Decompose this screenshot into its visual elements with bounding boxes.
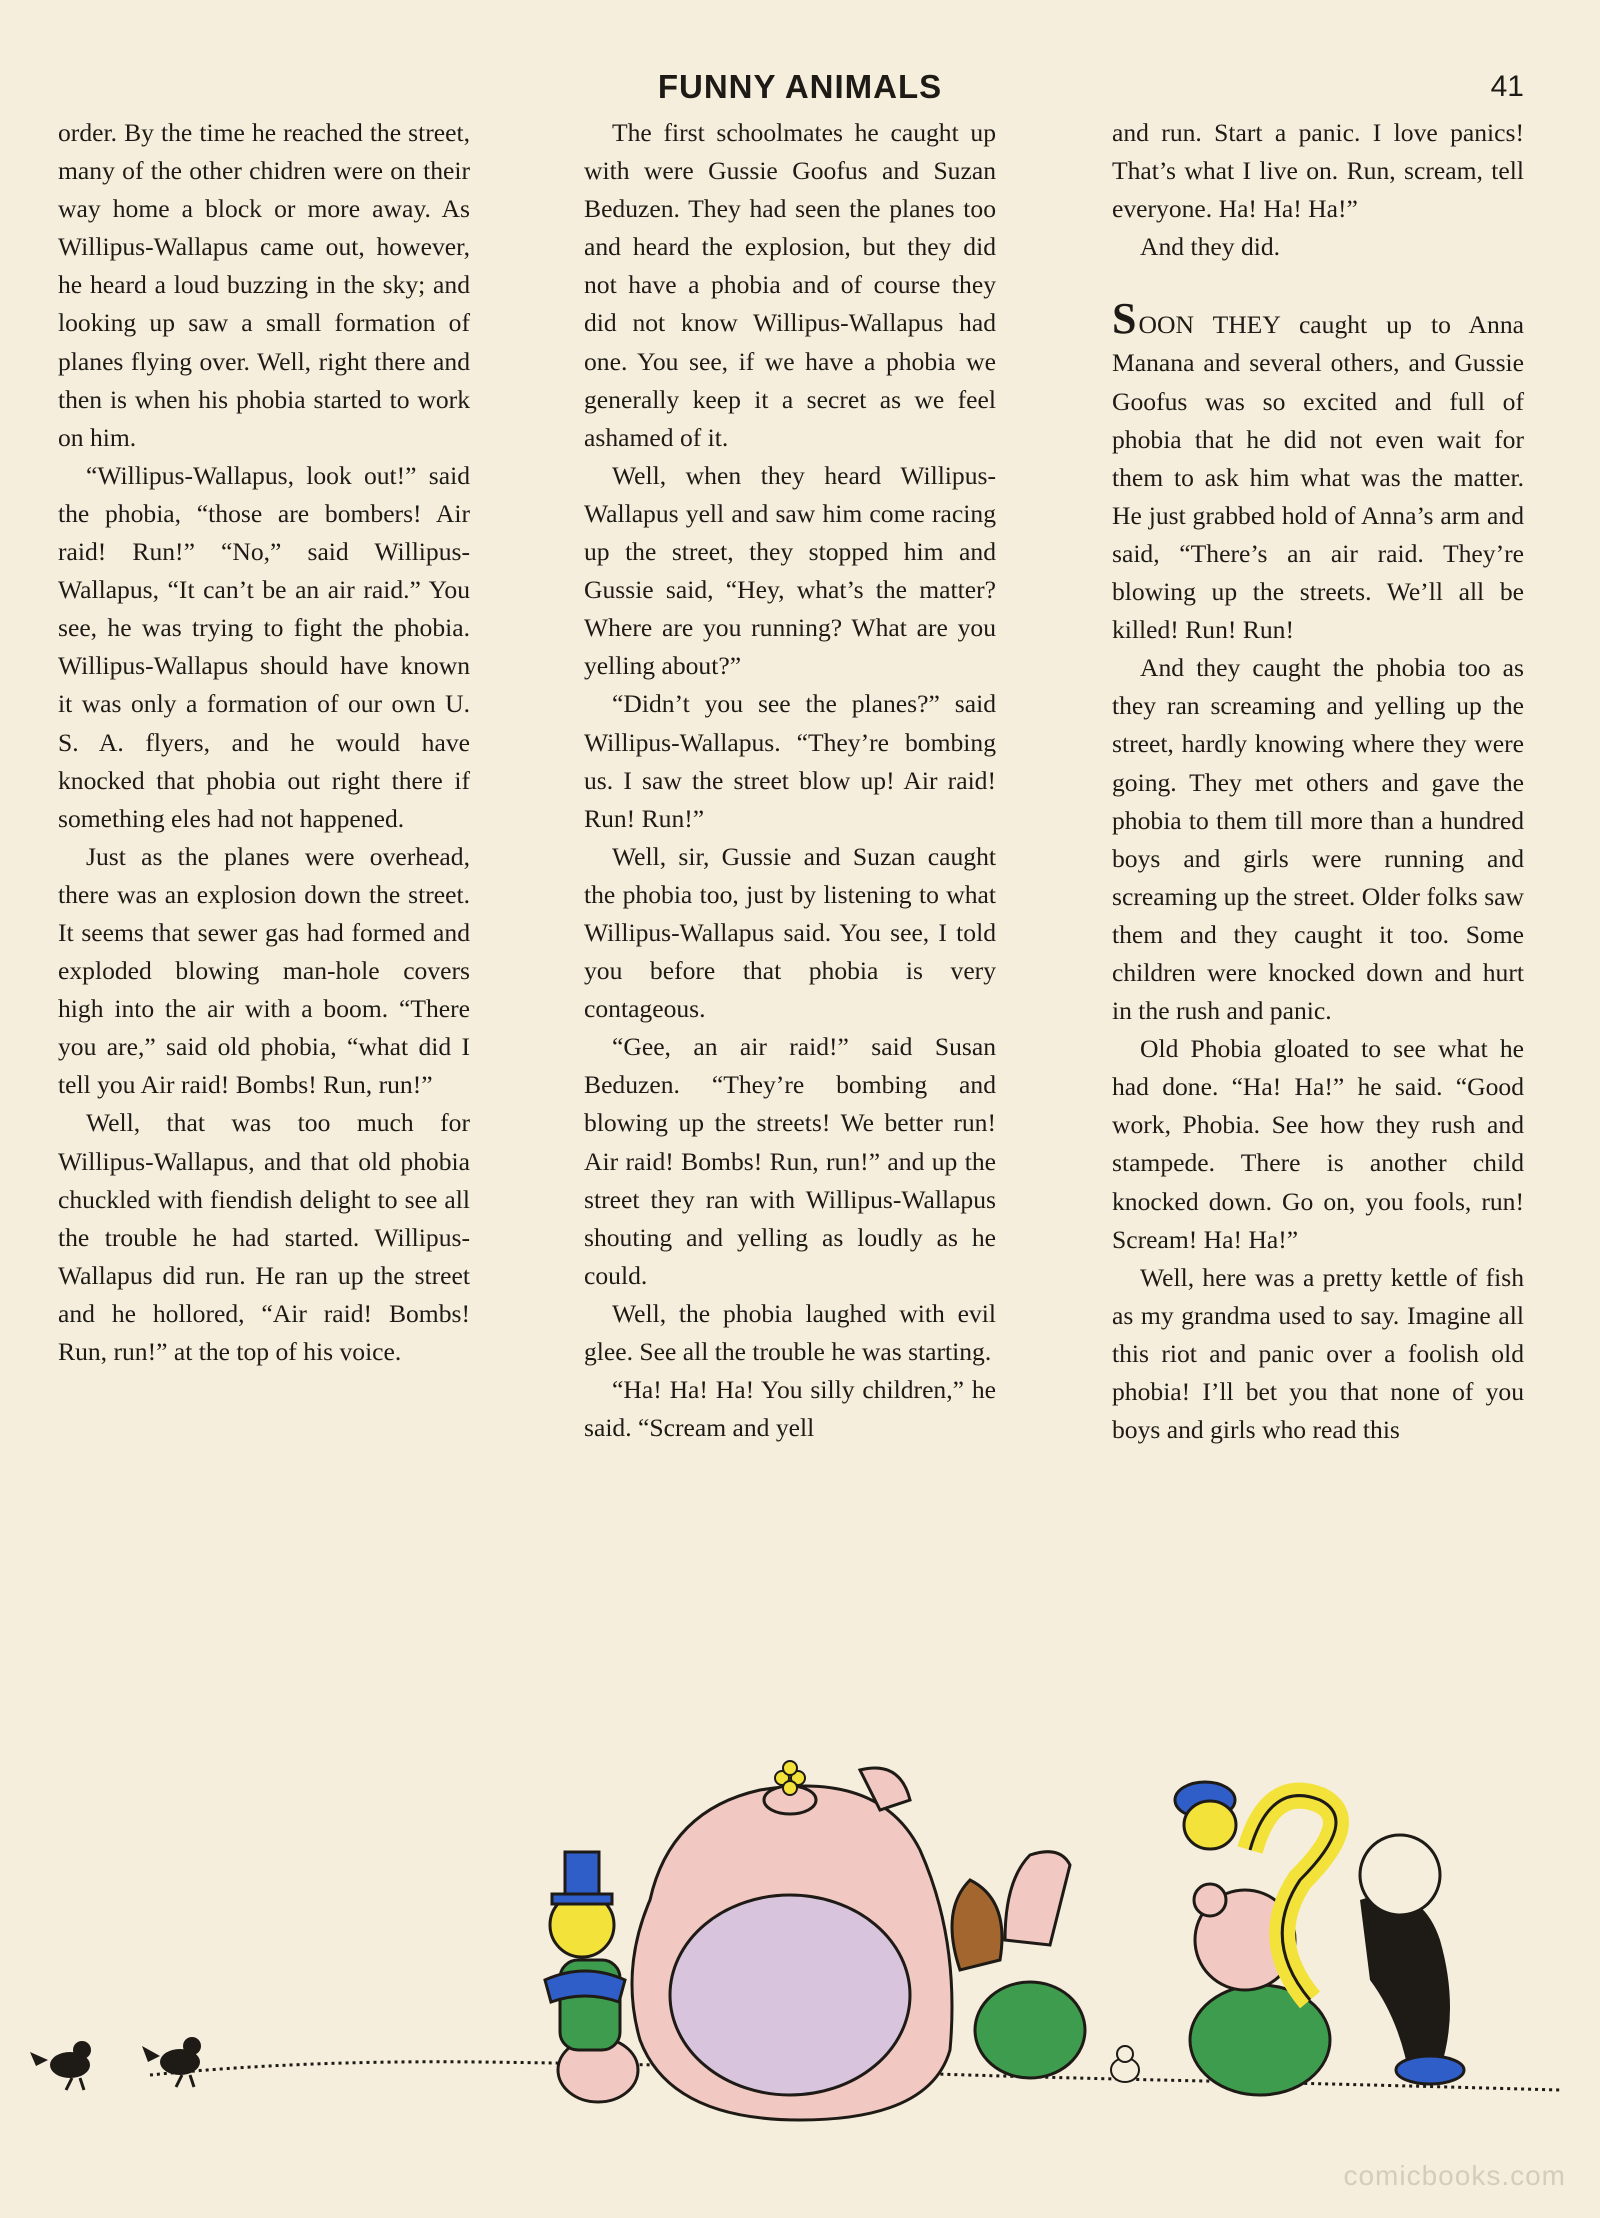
old-man-character [1360, 1835, 1464, 2084]
tiny-mouse-character [1111, 2046, 1139, 2082]
paragraph: “Didn’t you see the planes?” said Willipus-Wallapus. “They’re bombing us. I saw the street blow up! Air raid! Run! Run!” [584, 689, 996, 833]
magazine-title: FUNNY ANIMALS [657, 68, 943, 105]
drop-cap: S [1112, 294, 1137, 344]
paragraph: The first schoolmates he caught up with were Gussie Goofus and Suzan Beduzen. They had seen the planes too and heard the explosion, but they did not have a phobia and of course they did not know Willipus-Wallapus had one. You see, if we have a phobia we generally keep it a secret as we feel ashamed of it. [584, 118, 996, 452]
page-number: 41 [1490, 70, 1524, 103]
black-bird-right [142, 2037, 201, 2087]
page-header [0, 68, 1600, 112]
paragraph: And they did. [1140, 232, 1281, 262]
text-column-1 [58, 114, 470, 1371]
paragraph: Well, here was a pretty kettle of fish as my grandma used to say. Imagine all this riot and panic over a foolish old phobia! I’ll bet you that none of you boys and girls who read this [1112, 1262, 1524, 1445]
black-bird-left [30, 2041, 91, 2090]
top-hat-character [545, 1852, 638, 2102]
paragraph: and run. Start a panic. I love panics! That’s what I live on. Run, scream, tell everyone. Ha! Ha! Ha!” [1112, 118, 1524, 224]
section-opening-paragraph [1112, 294, 1524, 649]
paragraph: And they caught the phobia too as they ran screaming and yelling up the street, hardly knowing where they were going. They met others and gave the phobia to them till more than a hundred boys and girls were running and screaming up the street. Older folks saw them and they caught it too. Some children were knocked down and hurt in the rush and panic. [1112, 653, 1524, 1026]
text-column-2 [584, 114, 996, 1447]
paragraph: “Willipus-Wallapus, look out!” said the phobia, “those are bombers! Air raid! Run!” “No,” said Willipus-Wallapus, “It can’t be an air raid.” You see, he was trying to fight the phobia. Willipus-Wallapus should have known it was only a formation of our own U. S. A. flyers, and he would have knocked that phobia out right there if something eles had not happened. [58, 460, 470, 833]
paragraph: Well, when they heard Willipus-Wallapus yell and saw him come racing up the street, they stopped him and Gussie said, “Hey, what’s the matter? Where are you running? What are you yelling about?” [584, 460, 996, 681]
paragraph: Well, the phobia laughed with evil glee. See all the trouble he was starting. [584, 1298, 996, 1366]
pig-character [632, 1761, 952, 2120]
cartoon-crowd-illustration [0, 1740, 1600, 2190]
paragraph: “Gee, an air raid!” said Susan Beduzen. “They’re bombing and blowing up the streets! We better run! Air raid! Bombs! Run, run!” and up the street they ran with Willipus-Wallapus shouting and yelling as loudly as he could. [584, 1032, 996, 1290]
paragraph: Old Phobia gloated to see what he had done. “Ha! Ha!” he said. “Good work, Phobia. See how they rush and stampede. There is another child knocked down. Go on, you fools, run! Scream! Ha! Ha!” [1112, 1034, 1524, 1254]
text-column-3 [1112, 114, 1524, 1449]
paragraph: “Ha! Ha! Ha! You silly children,” he said. “Scream and yell [584, 1375, 996, 1443]
raccoon-character [952, 1852, 1085, 2078]
paragraph: order. By the time he reached the street, many of the other chidren were on their way home a block or more away. As Willipus-Wallapus came out, however, he heard a loud buzzing in the sky; and looking up saw a small formation of planes flying over. Well, right there and then is when his phobia started to work on him. [58, 118, 470, 452]
section-opening-text: OON THEY caught up to Anna Manana and several others, and Gussie Goofus was so excited and full of phobia that he did not even wait for them to ask him what was the matter. He just grabbed hold of Anna’s arm and said, “There’s an air raid. They’re blowing up the streets. We’ll all be killed! Run! Run! [1112, 310, 1524, 645]
paragraph: Well, sir, Gussie and Suzan caught the phobia too, just by listening to what Willipus-Wallapus said. You see, I told you before that phobia is very contageous. [584, 841, 996, 1024]
watermark: comicbooks.com [1343, 2160, 1566, 2191]
paragraph: Well, that was too much for Willipus-Wallapus, and that old phobia chuckled with fiendish delight to see all the trouble he had started. Willipus-Wallapus did run. He ran up the street and he hollored, “Air raid! Bombs! Run, run!” at the top of his voice. [58, 1108, 470, 1366]
paragraph: Just as the planes were overhead, there was an explosion down the street. It seems that sewer gas had formed and exploded blowing man-hole covers high into the air with a boom. “There you are,” said old phobia, “what did I tell you Air raid! Bombs! Run, run!” [58, 841, 470, 1100]
